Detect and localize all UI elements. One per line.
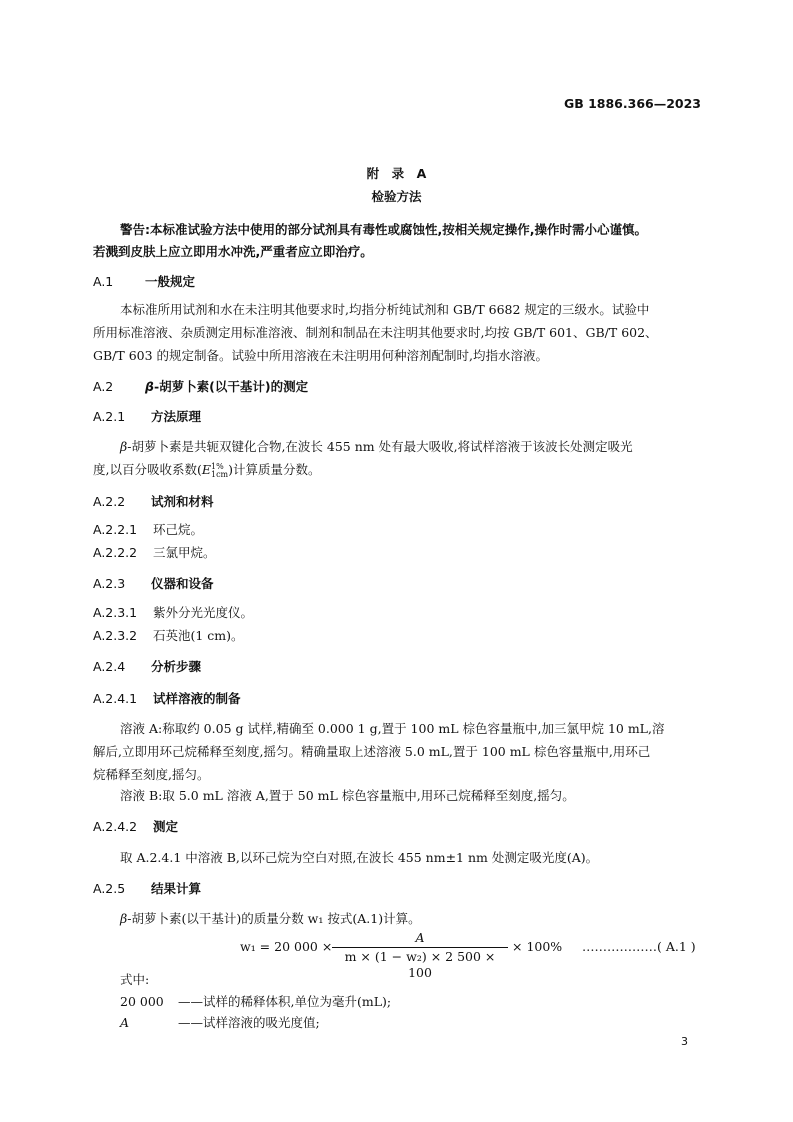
formula-fraction bbox=[332, 930, 508, 980]
section-title: 一般规定 bbox=[145, 274, 196, 289]
greek-beta: β bbox=[145, 379, 154, 394]
a21-paragraph-line-1 bbox=[120, 437, 633, 455]
a221-item bbox=[93, 520, 203, 538]
item-number: A.2.2.1 bbox=[93, 522, 138, 537]
fraction-bar bbox=[332, 947, 508, 948]
section-number: A.2 bbox=[93, 379, 114, 394]
section-number: A.2.3 bbox=[93, 576, 126, 591]
section-number: A.2.4.1 bbox=[93, 691, 138, 706]
section-title: 方法原理 bbox=[151, 409, 202, 424]
warning-line-2: 若溅到皮肤上应立即用水冲洗,严重者应立即治疗。 bbox=[93, 244, 373, 259]
section-number: A.2.5 bbox=[93, 881, 126, 896]
formula-rhs: × 100% bbox=[512, 939, 563, 954]
where-label: 式中: bbox=[120, 972, 150, 987]
greek-beta: β bbox=[120, 439, 128, 454]
section-number: A.2.2 bbox=[93, 494, 126, 509]
equation-label: ………………( A.1 ) bbox=[582, 939, 696, 954]
paragraph-text: -胡萝卜素(以干基计)的质量分数 w₁ 按式(A.1)计算。 bbox=[127, 911, 421, 926]
section-number: A.1 bbox=[93, 274, 114, 289]
section-a22-heading bbox=[93, 492, 214, 510]
a241-paragraph-line-4: 溶液 B:取 5.0 mL 溶液 A,置于 50 mL 棕色容量瓶中,用环己烷稀释至刻度,摇匀。 bbox=[120, 788, 575, 803]
item-text: 紫外分光光度仪。 bbox=[153, 605, 254, 620]
section-title: 试剂和材料 bbox=[151, 494, 214, 509]
a241-paragraph-line-2: 解后,立即用环己烷稀释至刻度,摇匀。精确量取上述溶液 5.0 mL,置于 100 mL 棕色容量瓶中,用环己 bbox=[93, 744, 651, 759]
section-title: 测定 bbox=[153, 819, 179, 834]
definition-symbol: A bbox=[120, 1015, 130, 1030]
absorption-symbol: E bbox=[201, 462, 211, 477]
page-number: 3 bbox=[681, 1035, 688, 1048]
paragraph-text: -胡萝卜素是共轭双键化合物,在波长 455 nm 处有最大吸收,将试样溶液于该波长处测定吸光 bbox=[127, 439, 633, 454]
paragraph-text: 度,以百分吸收系数( bbox=[93, 462, 202, 477]
warning-line-1: 警告:本标准试验方法中使用的部分试剂具有毒性或腐蚀性,按相关规定操作,操作时需小心谨慎。 bbox=[120, 222, 647, 237]
section-number: A.2.4.2 bbox=[93, 819, 138, 834]
appendix-title: 检验方法 bbox=[371, 189, 422, 204]
a241-paragraph-line-1: 溶液 A:称取约 0.05 g 试样,精确至 0.000 1 g,置于 100 mL 棕色容量瓶中,加三氯甲烷 10 mL,溶 bbox=[120, 721, 665, 736]
appendix-label: 附 录 A bbox=[366, 166, 427, 181]
section-a24-heading bbox=[93, 657, 201, 675]
standard-code: GB 1886.366—2023 bbox=[563, 96, 701, 111]
definition-symbol: 20 000 bbox=[120, 994, 164, 1009]
section-title: 仪器和设备 bbox=[151, 576, 214, 591]
section-title: 分析步骤 bbox=[151, 659, 202, 674]
formula-a1 bbox=[240, 930, 720, 980]
item-number: A.2.3.2 bbox=[93, 628, 138, 643]
item-number: A.2.3.1 bbox=[93, 605, 138, 620]
superscript: 1% bbox=[210, 461, 224, 471]
definition-text: ——试样的稀释体积,单位为毫升(mL); bbox=[178, 994, 392, 1009]
a232-item bbox=[93, 626, 244, 644]
a241-paragraph-line-3: 烷稀释至刻度,摇匀。 bbox=[93, 767, 210, 782]
definition-text: ——试样溶液的吸光度值; bbox=[178, 1015, 320, 1030]
subscript: 1cm bbox=[210, 469, 229, 479]
formula-denominator: m × (1 − w₂) × 2 500 × 100 bbox=[344, 949, 496, 980]
section-a25-heading bbox=[93, 879, 201, 897]
formula-lhs: w₁ = 20 000 × bbox=[240, 939, 333, 954]
a231-item bbox=[93, 603, 253, 621]
definition-2 bbox=[120, 1013, 320, 1031]
greek-beta: β bbox=[120, 911, 128, 926]
definition-1 bbox=[120, 992, 391, 1010]
a242-paragraph: 取 A.2.4.1 中溶液 B,以环己烷为空白对照,在波长 455 nm±1 nm 处测定吸光度(A)。 bbox=[120, 850, 599, 865]
section-a21-heading bbox=[93, 407, 201, 425]
paragraph-text: )计算质量分数。 bbox=[228, 462, 321, 477]
section-title: -胡萝卜素(以干基计)的测定 bbox=[153, 379, 309, 394]
a1-paragraph-line-2: 所用标准溶液、杂质测定用标准溶液、制剂和制品在未注明其他要求时,均按 GB/T 601、GB/T 602、 bbox=[93, 325, 658, 340]
section-title: 试样溶液的制备 bbox=[153, 691, 241, 706]
item-text: 石英池(1 cm)。 bbox=[153, 628, 244, 643]
section-number: A.2.4 bbox=[93, 659, 126, 674]
section-a1-heading bbox=[93, 272, 195, 290]
a1-paragraph-line-1: 本标准所用试剂和水在未注明其他要求时,均指分析纯试剂和 GB/T 6682 规定的三级水。试验中 bbox=[120, 302, 650, 317]
section-number: A.2.1 bbox=[93, 409, 126, 424]
item-number: A.2.2.2 bbox=[93, 545, 138, 560]
item-text: 三氯甲烷。 bbox=[153, 545, 216, 560]
section-title: 结果计算 bbox=[151, 881, 202, 896]
section-a2-heading bbox=[93, 377, 308, 395]
section-a241-heading bbox=[93, 689, 241, 707]
section-a23-heading bbox=[93, 574, 214, 592]
section-a242-heading bbox=[93, 817, 178, 835]
formula-numerator: A bbox=[415, 930, 425, 945]
a1-paragraph-line-3: GB/T 603 的规定制备。试验中所用溶液在未注明用何种溶剂配制时,均指水溶液。 bbox=[93, 348, 549, 363]
a21-paragraph-line-2 bbox=[93, 460, 321, 479]
a25-paragraph bbox=[120, 909, 421, 927]
item-text: 环己烷。 bbox=[153, 522, 204, 537]
a222-item bbox=[93, 543, 216, 561]
